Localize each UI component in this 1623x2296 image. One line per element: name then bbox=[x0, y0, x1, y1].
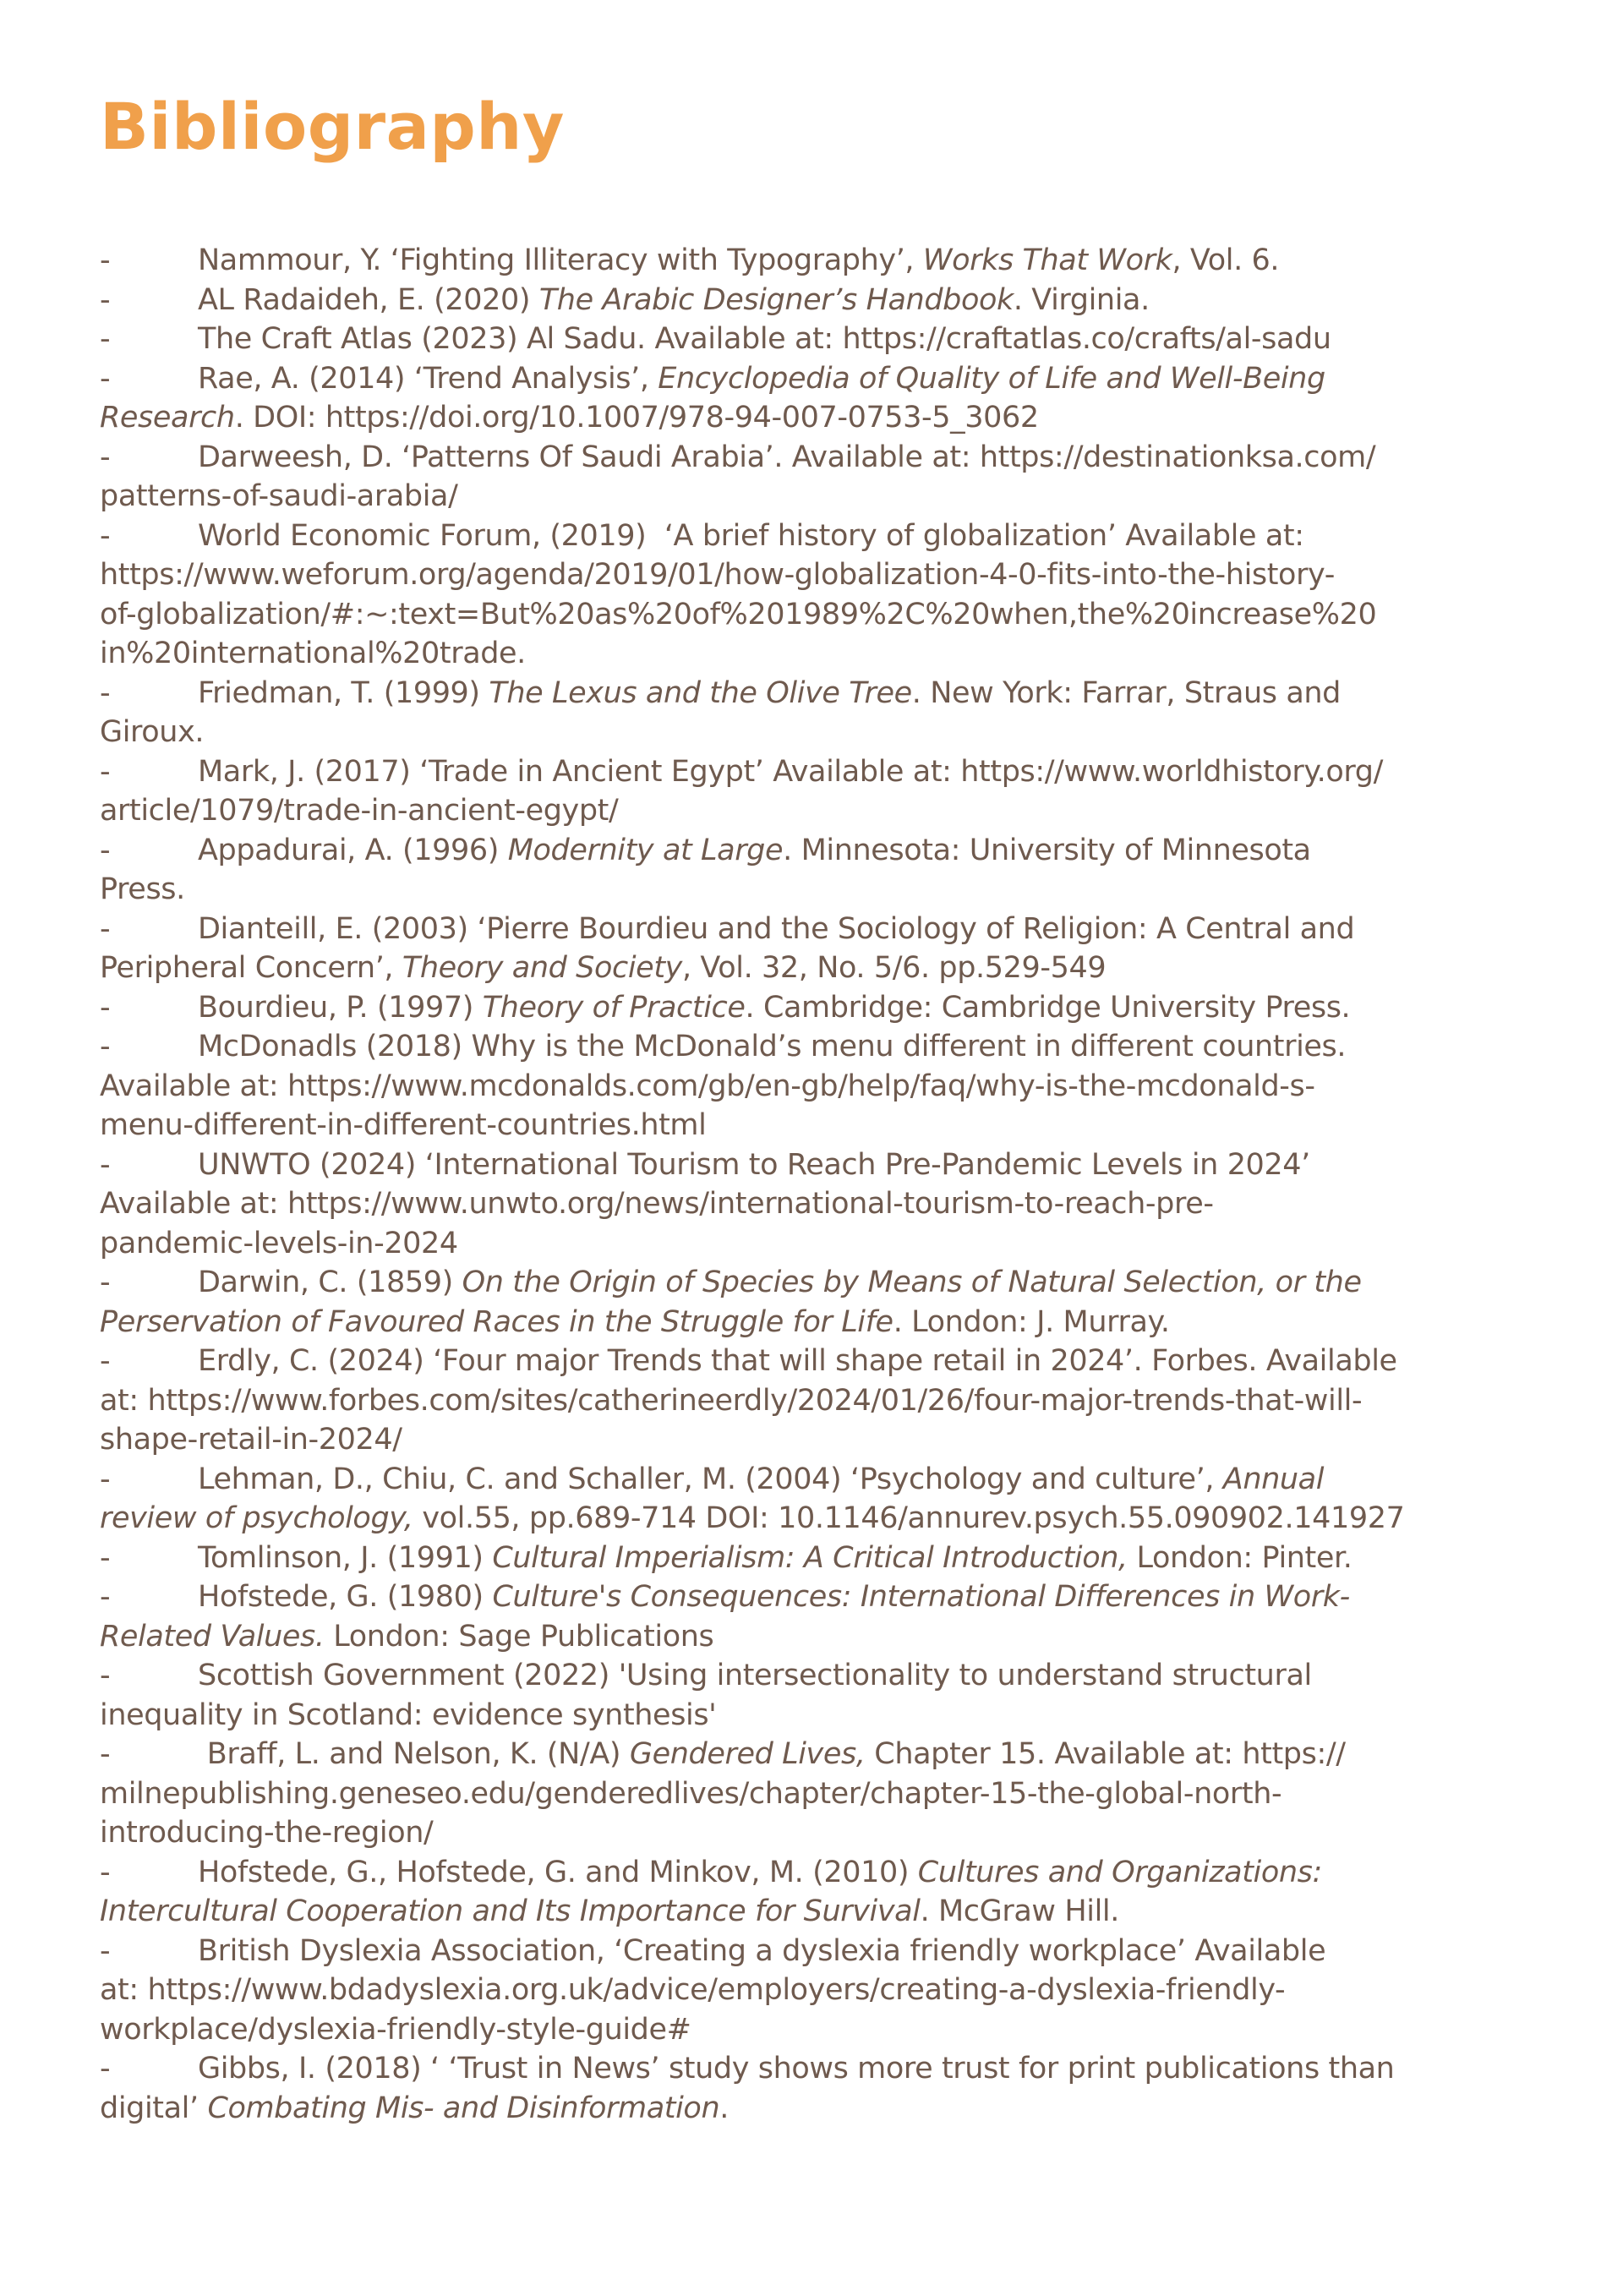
entry-line bbox=[100, 674, 1537, 713]
entry-text-italic: Gendered Lives, bbox=[629, 1737, 866, 1771]
entry-text: London: Sage Publications bbox=[324, 1619, 714, 1654]
entry-line bbox=[100, 1656, 1537, 1696]
list-bullet: - bbox=[100, 243, 111, 277]
entry-text-italic: The Arabic Designer’s Handbook bbox=[538, 282, 1014, 317]
entry-text: Braff, L. and Nelson, K. (N/A) bbox=[198, 1737, 630, 1771]
entry-text: Press. bbox=[100, 872, 185, 906]
entry-text: Available at: https://www.mcdonalds.com/gb/en-gb/help/faq/why-is-the-mcdonald-s- bbox=[100, 1069, 1315, 1103]
entry-text: Appadurai, A. (1996) bbox=[198, 833, 508, 867]
entry-text: Mark, J. (2017) ‘Trade in Ancient Egypt’ Available at: https://www.worldhistory.org/ bbox=[198, 754, 1383, 789]
entry-text: Darwin, C. (1859) bbox=[198, 1266, 462, 1299]
entry-line bbox=[100, 1460, 1537, 1500]
entry-line bbox=[100, 595, 1537, 635]
entry-line bbox=[100, 1263, 1537, 1303]
bibliography-entry bbox=[100, 1656, 1537, 1735]
entry-line bbox=[100, 1932, 1537, 1971]
entry-text: . McGraw Hill. bbox=[920, 1894, 1119, 1928]
entry-text: Rae, A. (2014) ‘Trend Analysis’, bbox=[198, 361, 658, 396]
bibliography-entry bbox=[100, 1932, 1537, 2050]
entry-text: pandemic-levels-in-2024 bbox=[100, 1226, 458, 1260]
list-bullet: - bbox=[100, 2052, 111, 2086]
entry-line bbox=[100, 1184, 1537, 1224]
entry-text: London: Pinter. bbox=[1127, 1540, 1352, 1575]
entry-text-italic: review of psychology, bbox=[100, 1501, 413, 1535]
entry-line bbox=[100, 398, 1537, 438]
bibliography-list bbox=[100, 241, 1537, 2128]
entry-text: Giroux. bbox=[100, 715, 205, 749]
entry-text: AL Radaideh, E. (2020) bbox=[198, 282, 539, 317]
entry-text: British Dyslexia Association, ‘Creating a dyslexia friendly workplace’ Available bbox=[198, 1933, 1326, 1968]
entry-line bbox=[100, 1106, 1537, 1145]
entry-text: menu-different-in-different-countries.html bbox=[100, 1108, 707, 1142]
entry-text-italic: Combating Mis- and Disinformation bbox=[207, 2091, 720, 2125]
list-bullet: - bbox=[100, 990, 111, 1025]
entry-line bbox=[100, 791, 1537, 831]
entry-text: of-globalization/#:~:text=But%20as%20of%201989%2C%20when,the%20increase%20 bbox=[100, 597, 1377, 631]
bibliography-entry bbox=[100, 359, 1537, 438]
entry-text: UNWTO (2024) ‘International Tourism to Reach Pre-Pandemic Levels in 2024’ bbox=[198, 1147, 1310, 1182]
bibliography-entry bbox=[100, 2049, 1537, 2128]
entry-text: McDonadls (2018) Why is the McDonald’s menu different in different countries. bbox=[198, 1030, 1347, 1063]
entry-text-italic: Annual bbox=[1222, 1462, 1325, 1496]
entry-text: Nammour, Y. ‘Fighting Illiteracy with Typography’, bbox=[198, 243, 923, 277]
bibliography-entry bbox=[100, 320, 1537, 359]
entry-line bbox=[100, 1145, 1537, 1185]
entry-line bbox=[100, 359, 1537, 399]
list-bullet: - bbox=[100, 1344, 111, 1378]
entry-line bbox=[100, 1027, 1537, 1067]
entry-text: milnepublishing.geneseo.edu/genderedlives/chapter/chapter-15-the-global-north- bbox=[100, 1776, 1282, 1811]
entry-line bbox=[100, 1813, 1537, 1853]
entry-text: Friedman, T. (1999) bbox=[198, 675, 489, 710]
list-bullet: - bbox=[100, 322, 111, 356]
entry-text: Tomlinson, J. (1991) bbox=[198, 1540, 493, 1575]
entry-line bbox=[100, 752, 1537, 792]
entry-line bbox=[100, 555, 1537, 595]
entry-text-italic: Culture's Consequences: International Differences in Work- bbox=[492, 1580, 1350, 1614]
entry-text: https://www.weforum.org/agenda/2019/01/how-globalization-4-0-fits-into-the-history- bbox=[100, 558, 1335, 592]
entry-text-italic: Theory and Society bbox=[402, 951, 682, 985]
list-bullet: - bbox=[100, 518, 111, 553]
bibliography-entry bbox=[100, 1735, 1537, 1853]
bibliography-entry bbox=[100, 1853, 1537, 1932]
list-bullet: - bbox=[100, 1933, 111, 1968]
list-bullet: - bbox=[100, 282, 111, 317]
entry-line bbox=[100, 910, 1537, 949]
bibliography-entry bbox=[100, 831, 1537, 910]
entry-line bbox=[100, 281, 1537, 320]
entry-text-italic: Theory of Practice bbox=[482, 990, 746, 1025]
bibliography-entry bbox=[100, 1539, 1537, 1578]
entry-line bbox=[100, 1774, 1537, 1814]
bibliography-entry bbox=[100, 281, 1537, 320]
entry-text: , Vol. 32, No. 5/6. pp.529-549 bbox=[681, 951, 1107, 985]
entry-text: Darweesh, D. ‘Patterns Of Saudi Arabia’. Available at: https://destinationksa.com/ bbox=[198, 440, 1376, 474]
entry-line bbox=[100, 1224, 1537, 1264]
list-bullet: - bbox=[100, 754, 111, 789]
entry-text: The Craft Atlas (2023) Al Sadu. Available at: https://craftatlas.co/crafts/al-sadu bbox=[198, 322, 1331, 356]
entry-text: Erdly, C. (2024) ‘Four major Trends that will shape retail in 2024’. Forbes. Available bbox=[198, 1344, 1397, 1378]
entry-text: inequality in Scotland: evidence synthesis' bbox=[100, 1697, 717, 1732]
bibliography-entry bbox=[100, 1027, 1537, 1145]
entry-line bbox=[100, 2049, 1537, 2089]
bibliography-entry bbox=[100, 674, 1537, 752]
entry-text: workplace/dyslexia-friendly-style-guide# bbox=[100, 2012, 691, 2047]
entry-line bbox=[100, 1892, 1537, 1932]
entry-text: Lehman, D., Chiu, C. and Schaller, M. (2004) ‘Psychology and culture’, bbox=[198, 1462, 1223, 1496]
entry-text: . Minnesota: University of Minnesota bbox=[783, 833, 1311, 867]
entry-text: vol.55, pp.689-714 DOI: 10.1146/annurev.psych.55.090902.141927 bbox=[413, 1501, 1405, 1535]
list-bullet: - bbox=[100, 1540, 111, 1575]
bibliography-entry bbox=[100, 1342, 1537, 1460]
bibliography-entry bbox=[100, 438, 1537, 517]
entry-line bbox=[100, 831, 1537, 871]
entry-text: Available at: https://www.unwto.org/news/international-tourism-to-reach-pre- bbox=[100, 1187, 1214, 1221]
entry-line bbox=[100, 2089, 1537, 2129]
entry-text: at: https://www.bdadyslexia.org.uk/advice/employers/creating-a-dyslexia-friendly- bbox=[100, 1973, 1286, 2007]
entry-text-italic: Encyclopedia of Quality of Life and Well-Being bbox=[658, 361, 1325, 396]
bibliography-entry bbox=[100, 1145, 1537, 1264]
entry-text: . Virginia. bbox=[1013, 282, 1150, 317]
entry-text: Hofstede, G. (1980) bbox=[198, 1580, 493, 1614]
list-bullet: - bbox=[100, 1147, 111, 1182]
list-bullet: - bbox=[100, 440, 111, 474]
entry-text: patterns-of-saudi-arabia/ bbox=[100, 479, 458, 513]
list-bullet: - bbox=[100, 1580, 111, 1614]
entry-text: Chapter 15. Available at: https:// bbox=[865, 1737, 1346, 1771]
entry-text-italic: Research bbox=[100, 401, 235, 435]
entry-line bbox=[100, 1971, 1537, 2010]
list-bullet: - bbox=[100, 1855, 111, 1889]
entry-line bbox=[100, 241, 1537, 281]
entry-text-italic: Intercultural Cooperation and Its Importance for Survival bbox=[100, 1894, 921, 1928]
list-bullet: - bbox=[100, 911, 111, 946]
entry-line bbox=[100, 1499, 1537, 1539]
entry-text-italic: Perservation of Favoured Races in the Struggle for Life bbox=[100, 1304, 893, 1339]
entry-text-italic: Cultural Imperialism: A Critical Introduction, bbox=[492, 1540, 1128, 1575]
entry-line bbox=[100, 1381, 1537, 1421]
entry-line bbox=[100, 988, 1537, 1028]
entry-text-italic: On the Origin of Species by Means of Natural Selection, or the bbox=[462, 1266, 1362, 1299]
entry-text: Bourdieu, P. (1997) bbox=[198, 990, 483, 1025]
bibliography-entry bbox=[100, 988, 1537, 1028]
entry-line bbox=[100, 517, 1537, 556]
entry-line bbox=[100, 1696, 1537, 1736]
entry-line bbox=[100, 1617, 1537, 1657]
entry-text: Scottish Government (2022) 'Using intersectionality to understand structural bbox=[198, 1659, 1312, 1692]
entry-text: World Economic Forum, (2019) ‘A brief history of globalization’ Available at: bbox=[198, 518, 1304, 553]
entry-text: . New York: Farrar, Straus and bbox=[911, 675, 1341, 710]
entry-text-italic: Modernity at Large bbox=[507, 833, 784, 867]
entry-text: Gibbs, I. (2018) ‘ ‘Trust in News’ study shows more trust for print publications than bbox=[198, 2052, 1395, 2086]
list-bullet: - bbox=[100, 1462, 111, 1496]
list-bullet: - bbox=[100, 675, 111, 710]
entry-line bbox=[100, 1067, 1537, 1107]
list-bullet: - bbox=[100, 1030, 111, 1063]
list-bullet: - bbox=[100, 1659, 111, 1692]
bibliography-entry bbox=[100, 1263, 1537, 1342]
entry-line bbox=[100, 1342, 1537, 1381]
list-bullet: - bbox=[100, 1266, 111, 1299]
entry-text: . London: J. Murray. bbox=[893, 1304, 1170, 1339]
page-title: Bibliography bbox=[100, 89, 565, 164]
entry-text: Hofstede, G., Hofstede, G. and Minkov, M. (2010) bbox=[198, 1855, 918, 1889]
entry-line bbox=[100, 1303, 1537, 1342]
bibliography-entry bbox=[100, 241, 1537, 281]
entry-text: in%20international%20trade. bbox=[100, 637, 526, 670]
entry-line bbox=[100, 477, 1537, 517]
list-bullet: - bbox=[100, 833, 111, 867]
entry-line bbox=[100, 713, 1537, 752]
entry-line bbox=[100, 870, 1537, 910]
bibliography-entry bbox=[100, 910, 1537, 988]
entry-text: , Vol. 6. bbox=[1172, 243, 1280, 277]
entry-text-italic: The Lexus and the Olive Tree bbox=[489, 675, 912, 710]
bibliography-entry bbox=[100, 1460, 1537, 1539]
list-bullet: - bbox=[100, 361, 111, 396]
entry-line bbox=[100, 1735, 1537, 1774]
entry-line bbox=[100, 1577, 1537, 1617]
entry-text-italic: Cultures and Organizations: bbox=[917, 1855, 1322, 1889]
entry-line bbox=[100, 948, 1537, 988]
entry-text-italic: Works That Work bbox=[922, 243, 1172, 277]
entry-line bbox=[100, 320, 1537, 359]
entry-text: Dianteill, E. (2003) ‘Pierre Bourdieu and the Sociology of Religion: A Central and bbox=[198, 911, 1355, 946]
entry-text-italic: Related Values. bbox=[100, 1619, 325, 1654]
bibliography-entry bbox=[100, 752, 1537, 831]
entry-line bbox=[100, 634, 1537, 674]
entry-line bbox=[100, 1853, 1537, 1893]
entry-text: . DOI: https://doi.org/10.1007/978-94-007-0753-5_3062 bbox=[234, 401, 1039, 435]
entry-text: introducing-the-region/ bbox=[100, 1816, 434, 1850]
list-bullet: - bbox=[100, 1737, 111, 1771]
entry-line bbox=[100, 1420, 1537, 1460]
entry-line bbox=[100, 1539, 1537, 1578]
entry-text: . Cambridge: Cambridge University Press. bbox=[745, 990, 1351, 1025]
entry-text: Peripheral Concern’, bbox=[100, 951, 402, 985]
entry-text: digital’ bbox=[100, 2091, 208, 2125]
entry-text: article/1079/trade-in-ancient-egypt/ bbox=[100, 794, 619, 828]
entry-line bbox=[100, 438, 1537, 478]
entry-text: . bbox=[719, 2091, 729, 2125]
entry-text: shape-retail-in-2024/ bbox=[100, 1423, 402, 1457]
entry-text: at: https://www.forbes.com/sites/catherineerdly/2024/01/26/four-major-trends-that-will- bbox=[100, 1383, 1363, 1418]
bibliography-entry bbox=[100, 517, 1537, 674]
entry-line bbox=[100, 2010, 1537, 2050]
bibliography-entry bbox=[100, 1577, 1537, 1656]
